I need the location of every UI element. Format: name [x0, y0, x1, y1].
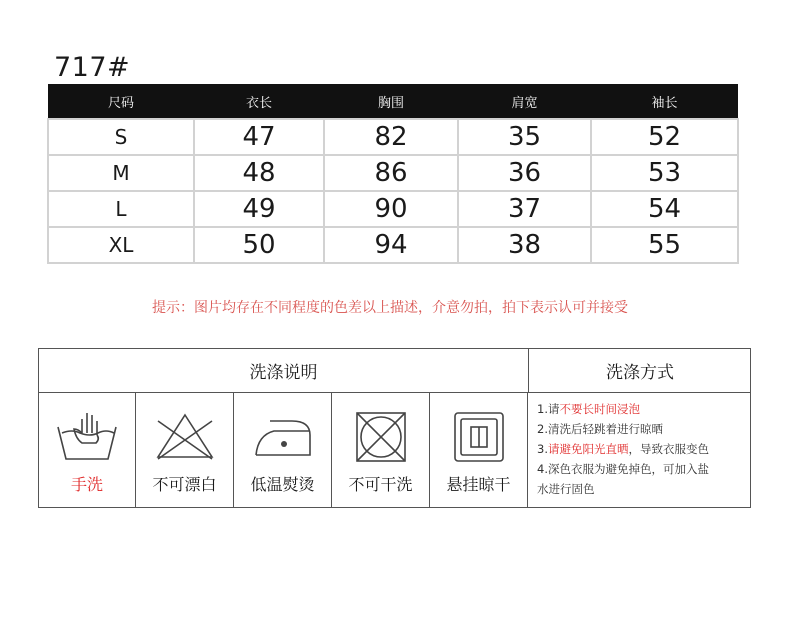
care-label: 不可漂白 [152, 475, 217, 494]
product-code: 717# [54, 52, 131, 83]
size-table [47, 84, 739, 264]
chest-cell: 86 [324, 155, 458, 191]
size-table-header [48, 84, 738, 119]
instruction-line-1: 1.请不要长时间浸泡 [537, 402, 640, 416]
length-cell: 47 [194, 119, 324, 155]
table-row [48, 191, 738, 227]
no-bleach-icon [150, 409, 220, 465]
shoulder-cell: 37 [458, 191, 591, 227]
instruction-line-2: 2.清洗后轻跳着进行晾晒 [537, 422, 663, 436]
shoulder-cell: 36 [458, 155, 591, 191]
table-row [48, 119, 738, 155]
length-cell: 49 [194, 191, 324, 227]
shoulder-cell: 38 [458, 227, 591, 263]
care-label: 手洗 [70, 475, 103, 494]
care-symbol-low-temp-iron [234, 393, 332, 508]
color-difference-notice: 提示：图片均存在不同程度的色差以上描述，介意勿拍，拍下表示认可并接受 [152, 300, 628, 316]
header-shoulder: 肩宽 [458, 84, 591, 119]
table-row [48, 227, 738, 263]
length-cell: 48 [194, 155, 324, 191]
care-label: 不可干洗 [348, 475, 413, 494]
size-cell: XL [48, 227, 194, 263]
no-dry-clean-icon [346, 409, 416, 465]
care-label: 低温熨烫 [250, 475, 315, 494]
hand-wash-icon [52, 409, 122, 465]
sleeve-cell: 53 [591, 155, 738, 191]
sleeve-cell: 52 [591, 119, 738, 155]
header-length: 衣长 [194, 84, 324, 119]
size-cell: L [48, 191, 194, 227]
care-method-header: 洗涤方式 [529, 349, 751, 393]
sleeve-cell: 55 [591, 227, 738, 263]
care-symbol-hand-wash [39, 393, 136, 508]
shoulder-cell: 35 [458, 119, 591, 155]
care-label: 悬挂晾干 [446, 475, 511, 494]
low-temp-iron-icon [248, 409, 318, 465]
size-cell: S [48, 119, 194, 155]
chest-cell: 82 [324, 119, 458, 155]
table-row [48, 155, 738, 191]
length-cell: 50 [194, 227, 324, 263]
care-symbol-hang-dry [430, 393, 528, 508]
chest-cell: 94 [324, 227, 458, 263]
care-symbol-no-bleach [136, 393, 234, 508]
sleeve-cell: 54 [591, 191, 738, 227]
instruction-line-4: 4.深色衣服为避免掉色，可加入盐 [537, 462, 709, 476]
hang-dry-icon [444, 409, 514, 465]
care-instructions-header: 洗涤说明 [39, 349, 529, 393]
care-table [38, 348, 751, 508]
header-sleeve: 袖长 [591, 84, 738, 119]
care-instructions [529, 393, 751, 508]
care-symbol-no-dry-clean [332, 393, 430, 508]
chest-cell: 90 [324, 191, 458, 227]
size-cell: M [48, 155, 194, 191]
instruction-line-3: 3.请避免阳光直晒，导致衣服变色 [537, 442, 709, 456]
header-size: 尺码 [48, 84, 194, 119]
instruction-line-4-cont: 水进行固色 [537, 482, 595, 496]
header-chest: 胸围 [324, 84, 458, 119]
